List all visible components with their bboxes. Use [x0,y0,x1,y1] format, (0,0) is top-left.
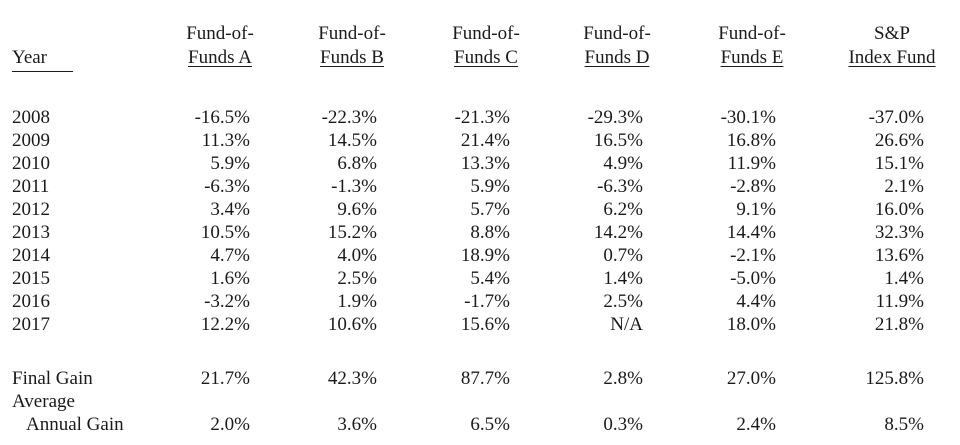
value-cell: 42.3% [327,368,377,389]
value-cell: 4.4% [736,291,776,312]
year-cell: 2012 [12,199,50,220]
column-header-funds-a [168,22,272,74]
value-cell: 11.3% [201,130,250,151]
value-cell: 6.5% [470,414,510,435]
table-row [0,106,960,130]
value-cell: 125.8% [865,368,924,389]
final-gain-row [0,367,960,391]
year-cell: 2008 [12,107,50,128]
year-header-label: Year [12,46,73,72]
value-cell: 11.9% [727,153,776,174]
value-cell: -30.1% [720,107,776,128]
value-cell: 16.5% [593,130,643,151]
value-cell: 0.7% [603,245,643,266]
value-cell: 14.4% [726,222,776,243]
year-cell: 2014 [12,245,50,266]
column-header-line1: Fund-of- [318,23,386,44]
column-header-funds-b [300,22,404,74]
value-cell: 6.8% [337,153,377,174]
value-cell: 11.9% [875,291,924,312]
value-cell: 8.8% [470,222,510,243]
value-cell: 2.1% [884,176,924,197]
year-cell: 2017 [12,314,50,335]
value-cell: -2.1% [730,245,776,266]
year-cell: 2013 [12,222,50,243]
value-cell: 1.6% [210,268,250,289]
column-header-line2: Funds C [454,47,518,68]
value-cell: 21.7% [200,368,250,389]
value-cell: 5.7% [470,199,510,220]
value-cell: 15.6% [460,314,510,335]
column-header-funds-d [565,22,669,74]
column-header-line1: S&P [874,23,910,44]
value-cell: 16.0% [874,199,924,220]
value-cell: 27.0% [726,368,776,389]
value-cell: 9.6% [337,199,377,220]
value-cell: 18.9% [460,245,510,266]
value-cell: 6.2% [603,199,643,220]
table-row [0,313,960,337]
value-cell: N/A [610,314,643,335]
year-cell: 2010 [12,153,50,174]
value-cell: 13.6% [874,245,924,266]
value-cell: 18.0% [726,314,776,335]
average-label: Average [12,391,75,412]
table-row [0,290,960,314]
value-cell: 13.3% [460,153,510,174]
value-cell: -37.0% [868,107,924,128]
value-cell: -29.3% [587,107,643,128]
column-header-line2: Funds A [188,47,252,68]
column-header-sp-index [832,22,952,74]
value-cell: 10.6% [327,314,377,335]
value-cell: 5.9% [470,176,510,197]
value-cell: 21.4% [460,130,510,151]
column-header-line2: Funds B [320,47,384,68]
value-cell: 12.2% [200,314,250,335]
value-cell: 3.6% [337,414,377,435]
final-gain-label: Final Gain [12,368,93,389]
value-cell: 14.5% [327,130,377,151]
table-row [0,152,960,176]
column-header-line1: Fund-of- [718,23,786,44]
value-cell: -1.3% [331,176,377,197]
value-cell: 16.8% [726,130,776,151]
column-header-line1: Fund-of- [452,23,520,44]
average-label-row [0,390,960,414]
value-cell: 8.5% [884,414,924,435]
value-cell: 2.5% [337,268,377,289]
value-cell: 15.2% [327,222,377,243]
value-cell: -6.3% [204,176,250,197]
value-cell: 15.1% [874,153,924,174]
value-cell: 14.2% [593,222,643,243]
value-cell: 4.0% [337,245,377,266]
annual-gain-label: Annual Gain [26,414,124,435]
value-cell: 2.4% [736,414,776,435]
value-cell: 1.4% [603,268,643,289]
table-row [0,175,960,199]
value-cell: 21.8% [874,314,924,335]
value-cell: 87.7% [460,368,510,389]
value-cell: 3.4% [210,199,250,220]
value-cell: -1.7% [464,291,510,312]
year-cell: 2016 [12,291,50,312]
table-row [0,198,960,222]
column-header-line2: Funds D [584,47,650,68]
value-cell: -6.3% [597,176,643,197]
value-cell: 5.9% [210,153,250,174]
value-cell: 2.5% [603,291,643,312]
value-cell: 4.9% [603,153,643,174]
value-cell: 26.6% [874,130,924,151]
table-row [0,129,960,153]
value-cell: 0.3% [603,414,643,435]
value-cell: 4.7% [210,245,250,266]
value-cell: -2.8% [730,176,776,197]
value-cell: 1.9% [337,291,377,312]
column-header-line2: Index Fund [848,47,936,68]
column-header-line1: Fund-of- [186,23,254,44]
annual-gain-row [0,413,960,437]
value-cell: 2.8% [603,368,643,389]
table-row [0,244,960,268]
value-cell: -5.0% [730,268,776,289]
value-cell: 5.4% [470,268,510,289]
value-cell: 9.1% [736,199,776,220]
column-header-line2: Funds E [720,47,784,68]
year-column-header [12,46,73,72]
table-row [0,267,960,291]
value-cell: -16.5% [194,107,250,128]
column-header-funds-c [434,22,538,74]
value-cell: 10.5% [200,222,250,243]
column-header-funds-e [700,22,804,74]
value-cell: -21.3% [454,107,510,128]
year-cell: 2009 [12,130,50,151]
value-cell: 1.4% [884,268,924,289]
value-cell: 2.0% [210,414,250,435]
value-cell: 32.3% [874,222,924,243]
column-header-line1: Fund-of- [583,23,651,44]
value-cell: -22.3% [321,107,377,128]
year-cell: 2011 [12,176,50,197]
year-cell: 2015 [12,268,50,289]
table-row [0,221,960,245]
value-cell: -3.2% [204,291,250,312]
